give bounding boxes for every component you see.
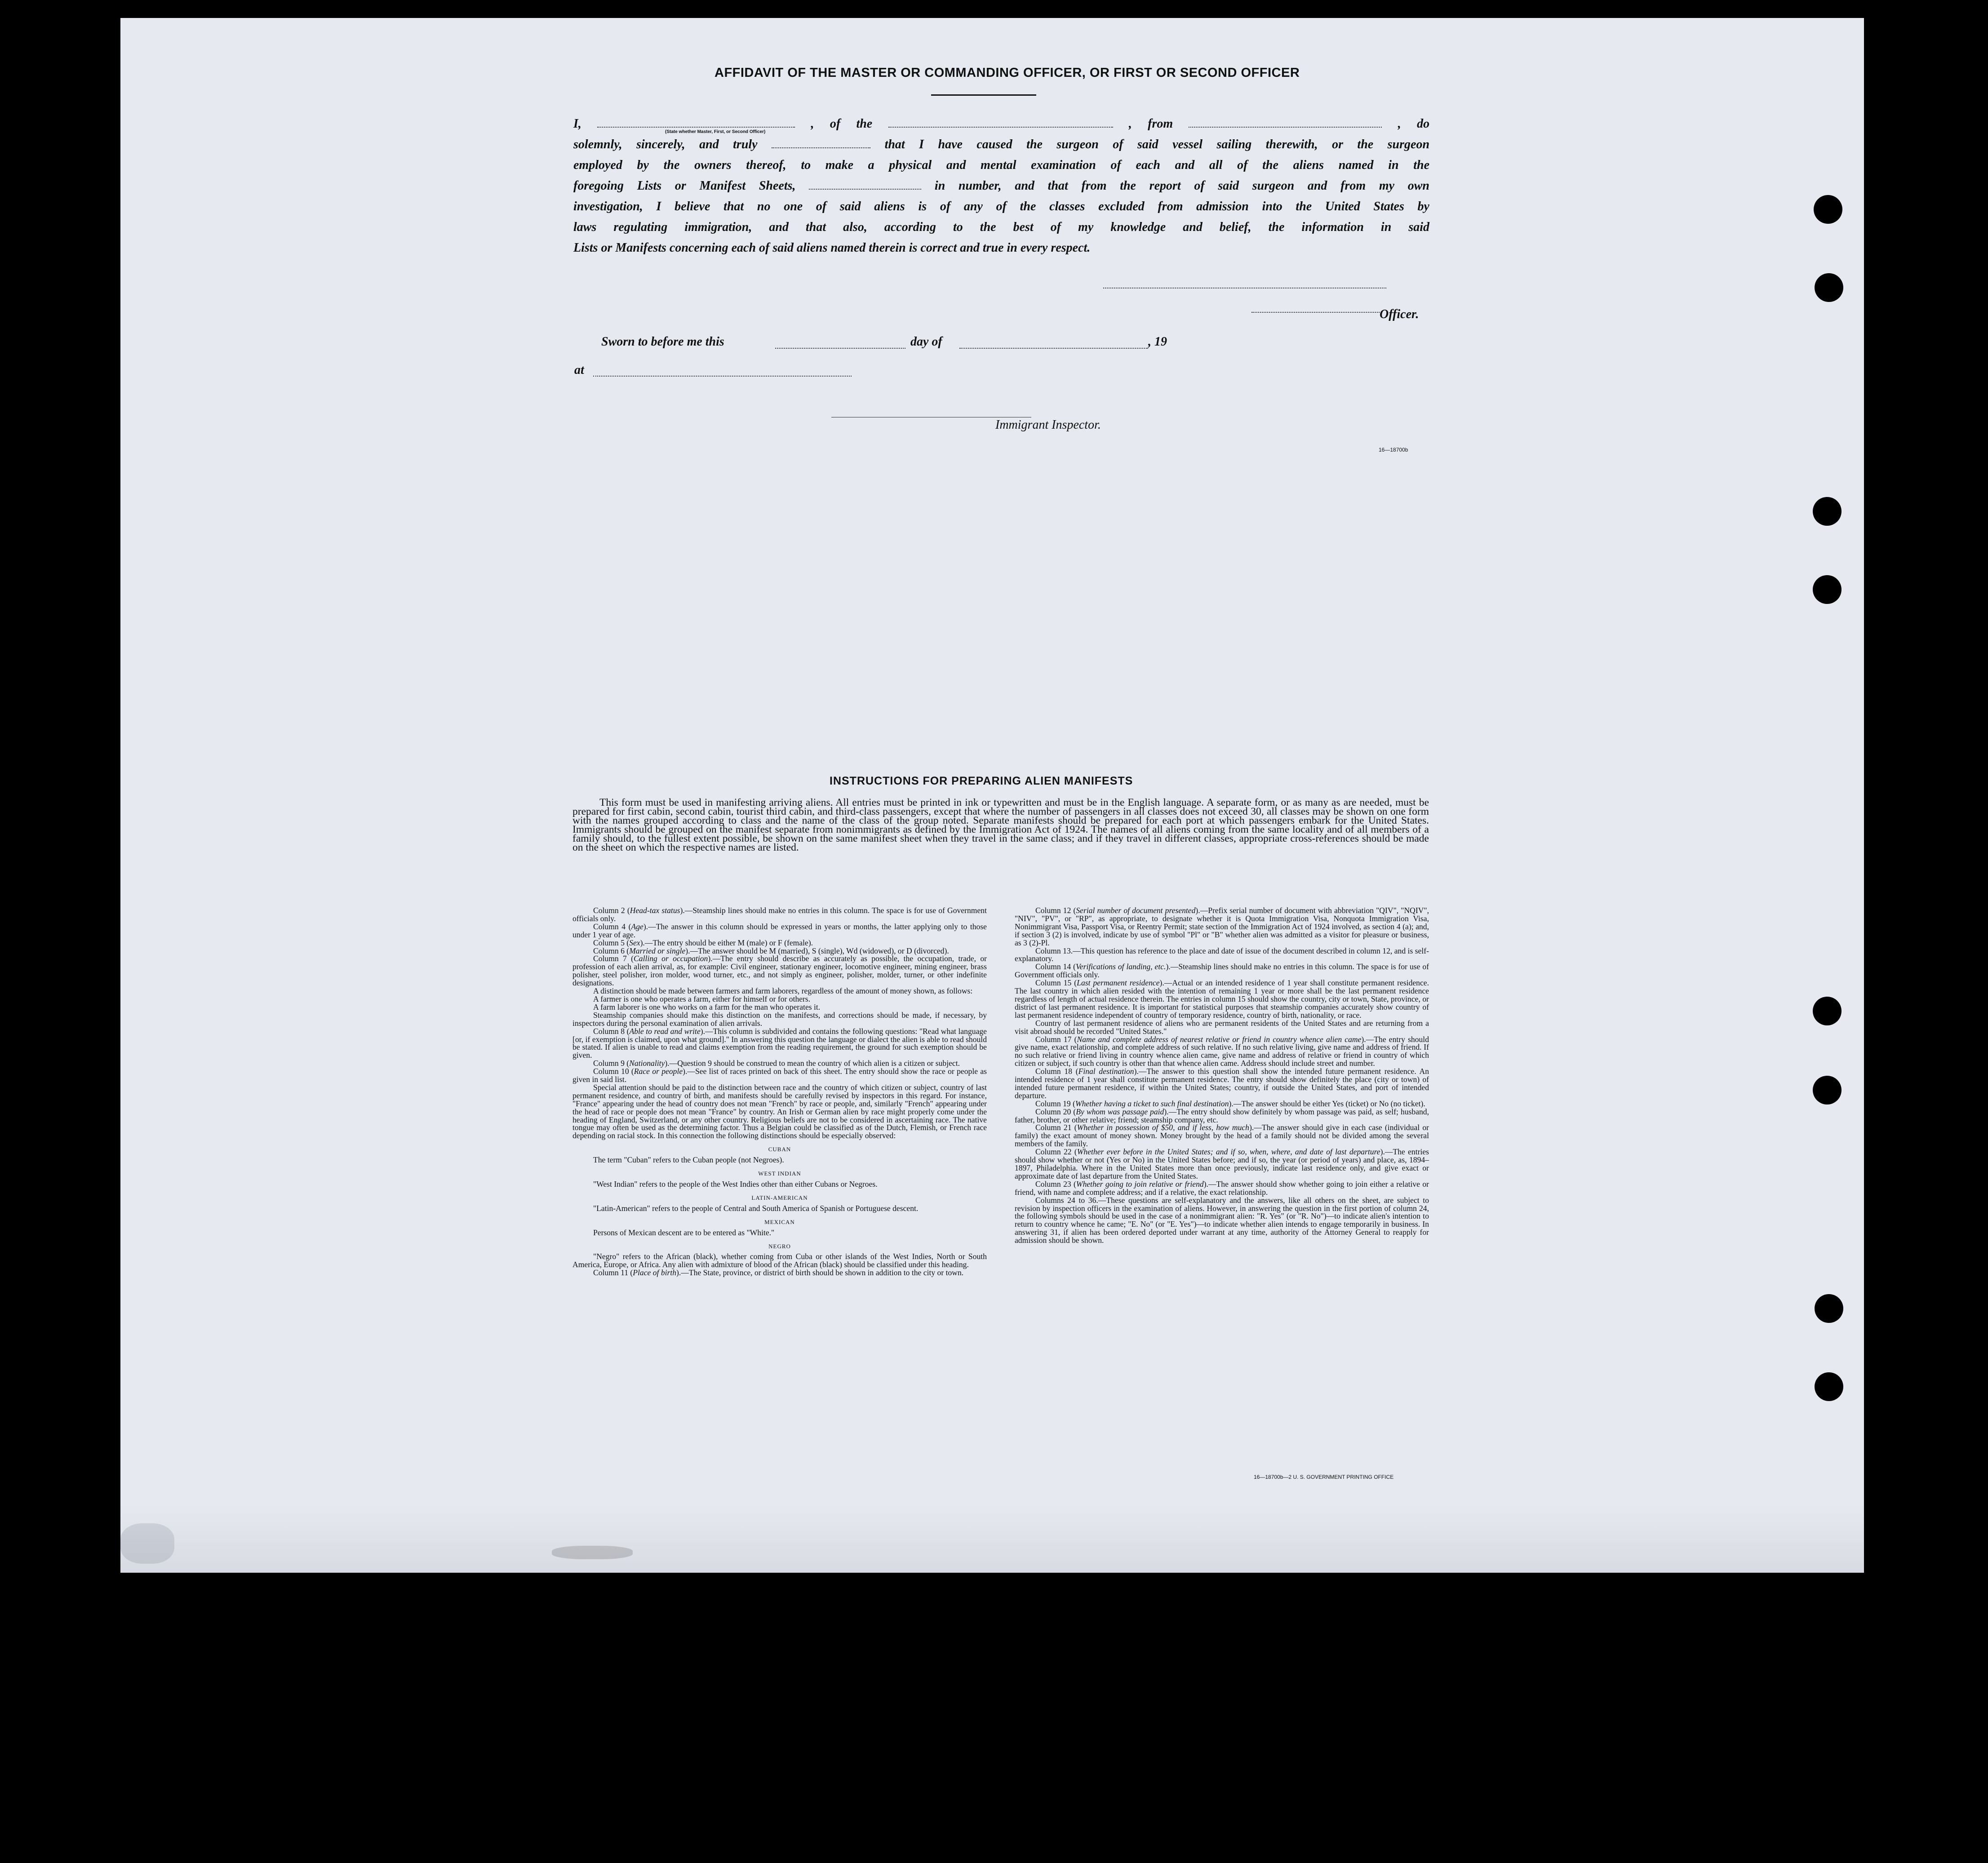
column-9-note: Column 9 (Nationality).—Question 9 should be construed to mean the country of which alien is a citizen or subject. xyxy=(593,1059,960,1068)
blank-field xyxy=(1189,118,1382,128)
sworn-label: Sworn to before me this xyxy=(601,335,724,349)
cuban-heading: CUBAN xyxy=(768,1146,791,1153)
affidavit-text: in number, and that from the report of said surgeon and from my own xyxy=(934,179,1429,193)
columns-24-36-note: Columns 24 to 36.—These questions are self-explanatory and the answers, like all others on the sheet, are subject to revision by inspection officers in the examination of aliens. However, in answering the question in the first portion of column 24, the following symbols should be used in the case of a nonimmigrant alien: "R. Yes" (or "R. No")—to indicate alien's intention to return to country whence he came; "E. No" (or "E. Yes")—to indicate whether alien intends to engage temporarily in business. In answering 31, if alien has been ordered deported under warrant at any time, authority of the Attorney General to reapply for admission should be shown. xyxy=(1015,1195,1429,1245)
affidavit-text: , do xyxy=(1398,117,1430,131)
column-5-note: Column 5 (Sex).—The entry should be either M (male) or F (female). xyxy=(593,938,813,947)
officer-signature-line xyxy=(1251,312,1380,313)
column-2-note: Column 2 (Head-tax status).—Steamship lines should make no entries in this column. The space is for use of Government officials only. xyxy=(572,906,987,923)
punch-hole xyxy=(1815,273,1843,302)
negro-heading: NEGRO xyxy=(768,1242,791,1250)
affidavit-text: I, xyxy=(573,117,581,131)
instructions-intro xyxy=(572,798,1429,852)
column-12-note: Column 12 (Serial number of document presented).—Prefix serial number of document with abbreviation "QIV", "NQIV", "NIV", "PV", or "RP", as appropriate, to designate whether it is Quota Immigration Visa, Nonquota Immigration Visa, Nonimmigrant Visa, Passport Visa, or Reentry Permit; state section of the Immigration Act of 1924 involved, as section 4 (a); and, if section 3 (2) is involved, indicate by use of symbol "Pl" or "B" whether alien was admitted as a visitor for pleasure or business, as 3 (2)-Pl. xyxy=(1015,906,1429,947)
latin-american-heading: LATIN-AMERICAN xyxy=(751,1194,808,1201)
column-15-note: Column 15 (Last permanent residence).—Actual or an intended residence of 1 year shall constitute permanent residence. The last country in which alien resided with the intention of remaining 1 year or more shall be the last permanent residence regardless of length of actual residence therein. The entries in column 15 should show the country, city or town, State, province, or district of last permanent residence. It is important for statistical purposes that steamship companies accurately show country of last permanent residence independent of country of temporary residence, country of birth, nationality, or race. xyxy=(1015,978,1429,1020)
cuban-paragraph: The term "Cuban" refers to the Cuban people (not Negroes). xyxy=(593,1155,784,1165)
affidavit-text: solemnly, sincerely, and truly xyxy=(573,138,758,151)
punch-hole xyxy=(1814,195,1842,224)
tear-mark xyxy=(552,1546,633,1559)
column-18-note: Column 18 (Final destination).—The answer to this question shall show the intended future permanent residence. An intended residence of 1 year shall constitute permanent residence. The entry should show definitely the place (city or town) of intended future permanent residence, if within the United States; country, if outside the United States, and port of intended departure. xyxy=(1015,1067,1429,1100)
intro-paragraph: This form must be used in manifesting arriving aliens. All entries must be printed in ink or typewritten and must be in the English language. A separate form, or as many as are needed, must be prepared for first cabin, second cabin, tourist third cabin, and third-class passengers, except that where the number of passengers in all classes does not exceed 30, all classes may be shown on one form with the names grouped according to class and the name of the class of the group noted. Separate manifests should be prepared for each port at which passengers embark for the United States. Immigrants should be grouped on the manifest separate from nonimmigrants as defined by the Immigration Act of 1924. The names of all aliens coming from the same locality and of all members of a family should, to the fullest extent possible, be shown on the same manifest sheet when they travel in the same class; and if they travel in different classes, appropriate cross-references should be made on the sheet on which the respective names are listed. xyxy=(572,797,1429,853)
affidavit-line xyxy=(573,176,1429,196)
tear-mark xyxy=(120,1523,174,1564)
column-20-note: Column 20 (By whom was passage paid).—The entry should show definitely by whom passage was paid, as self; husband, father, brother, or other relative; friend; steamship company, etc. xyxy=(1015,1107,1429,1124)
punch-hole xyxy=(1815,1294,1843,1323)
column-7-note: Column 7 (Calling or occupation).—The entry should describe as accurately as possible, the occupation, trade, or profession of each alien arrival, as, for example: Civil engineer, stationary engineer, locomotive engineer, mining engineer, brass polisher, steel polisher, iron molder, wood turner, etc., and not simply as engineer, polisher, molder, turner, or other indefinite designations. xyxy=(572,954,987,988)
affidavit-text: , of the xyxy=(811,117,873,131)
affidavit-text: foregoing Lists or Manifest Sheets, xyxy=(573,179,796,193)
blank-field xyxy=(597,118,795,128)
mexican-paragraph: Persons of Mexican descent are to be entered as "White." xyxy=(593,1228,775,1237)
officer-rank-note: (State whether Master, First, or Second Officer) xyxy=(665,129,766,134)
blank-field xyxy=(772,138,870,148)
title-underline xyxy=(931,94,1036,96)
affidavit-body xyxy=(573,114,1429,258)
column-19-note: Column 19 (Whether having a ticket to such final destination).—The answer should be either Yes (ticket) or No (no ticket). xyxy=(1035,1099,1425,1108)
laborer-paragraph: A farm laborer is one who works on a farm for the man who operates it. xyxy=(593,1002,821,1011)
instructions-title: INSTRUCTIONS FOR PREPARING ALIEN MANIFESTS xyxy=(830,775,1133,787)
year-label: , 19 xyxy=(1148,335,1167,349)
west-indian-heading: WEST INDIAN xyxy=(758,1170,801,1177)
affidavit-line: Lists or Manifests concerning each of said aliens named therein is correct and true in every respect. xyxy=(573,241,1091,255)
race-paragraph: Special attention should be paid to the distinction between race and the country of which citizen or subject, country of last permanent residence, and country of birth, and manifests should be carefully revised by inspectors in this regard. For instance, "France" appearing under the head of country does not mean "French" by race or people, and, similarly "French" appearing under the head of race or people does not mean "France" by country. An Irish or German alien by race might properly come under the heading of England, Switzerland, or any other country. Religious beliefs are not to be considered in ascertaining race. The native tongue may often be used as the determining factor. Thus a Belgian could be classified as of the Dutch, Flemish, or French race depending on racial stock. In this connection the following distinctions should be especially observed: xyxy=(572,1082,987,1140)
column-10-note: Column 10 (Race or people).—See list of races printed on back of this sheet. The entry should show the race or people as given in said list. xyxy=(572,1067,987,1084)
punch-hole xyxy=(1815,1372,1843,1401)
column-4-note: Column 4 (Age).—The answer in this column should be expressed in years or months, the latter applying only to those under 1 year of age. xyxy=(572,922,987,939)
punch-hole xyxy=(1813,1076,1842,1104)
day-of-label: day of xyxy=(910,335,942,349)
column-21-note: Column 21 (Whether in possession of $50, and if less, how much).—The answer should give in each case (individual or family) the exact amount of money shown. Money brought by the head of a family should not be divided among the several members of the family. xyxy=(1015,1123,1429,1149)
affidavit-line: employed by the owners thereof, to make a physical and mental examination of each and all of the aliens named in the xyxy=(573,158,1429,172)
mexican-heading: MEXICAN xyxy=(764,1218,795,1225)
blank-field xyxy=(809,180,921,190)
punch-hole xyxy=(1813,997,1842,1025)
column-6-note: Column 6 (Married or single).—The answer should be M (married), S (single), Wd (widowed), or D (divorced). xyxy=(593,946,949,955)
country-paragraph: Country of last permanent residence of aliens who are permanent residents of the United States and are returning from a visit abroad should be recorded "United States." xyxy=(1015,1018,1429,1036)
affidavit-title: AFFIDAVIT OF THE MASTER OR COMMANDING OFFICER, OR FIRST OR SECOND OFFICER xyxy=(714,66,1300,80)
at-label: at xyxy=(574,363,584,377)
steamship-paragraph: Steamship companies should make this distinction on the manifests, and corrections should be made, if necessary, by inspectors during the personal examination of alien arrivals. xyxy=(572,1010,987,1028)
column-23-note: Column 23 (Whether going to join relative or friend).—The answer should show whether going to join either a relative or friend, with name and complete address; and if a relative, the exact relationship. xyxy=(1015,1179,1429,1197)
column-17-note: Column 17 (Name and complete address of nearest relative or friend in country whence alien came).—The entry should give name, exact relationship, and complete address of such relative. If no such relative living, give name and address of friend. If no such relative or friend living in country whence alien came, give name and address of relative or friend in country of which citizen or subject, if such country is other than that whence alien came. Address should include street and number. xyxy=(1015,1034,1429,1068)
punch-hole xyxy=(1813,575,1842,604)
instructions-right-column xyxy=(1015,907,1429,1245)
sworn-month-field xyxy=(959,348,1148,349)
farmer-paragraph: A farmer is one who operates a farm, either for himself or for others. xyxy=(593,994,811,1003)
affidavit-line xyxy=(573,134,1429,155)
inspector-label: Immigrant Inspector. xyxy=(995,418,1101,432)
column-11-note: Column 11 (Place of birth).—The State, province, or district of birth should be shown in addition to the city or town. xyxy=(593,1268,964,1277)
affidavit-line: investigation, I believe that no one of said aliens is of any of the classes excluded from admission into the United States by xyxy=(573,200,1429,213)
form-number: 16—18700b xyxy=(1379,447,1408,453)
column-8-note: Column 8 (Able to read and write).—This column is subdivided and contains the following questions: "Read what language [or, if exemption is claimed, upon what ground]." In answering this question the language or dialect the alien is able to read should be stated. If alien is unable to read and claims exemption from the reading requirement, the ground for such exemption should be given. xyxy=(572,1026,987,1060)
affidavit-line: laws regulating immigration, and that also, according to the best of my knowledge and belief, the information in said xyxy=(573,220,1429,234)
column-22-note: Column 22 (Whether ever before in the United States; and if so, when, where, and date of last departure).—The entries should show whether or not (Yes or No) in the United States before; and if so, the year (or period of years) and place, as, 1894–1897, Philadelphia. Where in the United States more than once previously, indicate last residence only, and give exact or approximate date of last departure from the United States. xyxy=(1015,1147,1429,1180)
farm-paragraph: A distinction should be made between farmers and farm laborers, regardless of the amount of money shown, as follows: xyxy=(593,986,973,996)
west-indian-paragraph: "West Indian" refers to the people of the West Indies other than either Cubans or Negroes. xyxy=(593,1180,878,1189)
affidavit-text: , from xyxy=(1128,117,1173,131)
instructions-left-column xyxy=(572,907,987,1277)
latin-american-paragraph: "Latin-American" refers to the people of Central and South America of Spanish or Portuguese descent. xyxy=(593,1203,919,1213)
negro-paragraph: "Negro" refers to the African (black), whether coming from Cuba or other islands of the West Indies, North or South America, Europe, or Africa. Any alien with admixture of blood of the African (black) should be classified under this heading. xyxy=(572,1252,987,1269)
column-14-note: Column 14 (Verifications of landing, etc.).—Steamship lines should make no entries in this column. The space is for use of Government officials only. xyxy=(1015,962,1429,980)
printing-office-footer: 16—18700b—2 U. S. GOVERNMENT PRINTING OFFICE xyxy=(1254,1474,1394,1480)
officer-label: Officer. xyxy=(1380,307,1419,321)
column-13-note: Column 13.—This question has reference to the place and date of issue of the document described in column 12, and is self-explanatory. xyxy=(1015,946,1429,963)
sworn-day-field xyxy=(775,348,905,349)
sworn-place-field xyxy=(593,376,852,377)
blank-field xyxy=(888,118,1113,128)
affidavit-text: that I have caused the surgeon of said vessel sailing therewith, or the surgeon xyxy=(884,138,1430,151)
punch-hole xyxy=(1813,497,1842,526)
